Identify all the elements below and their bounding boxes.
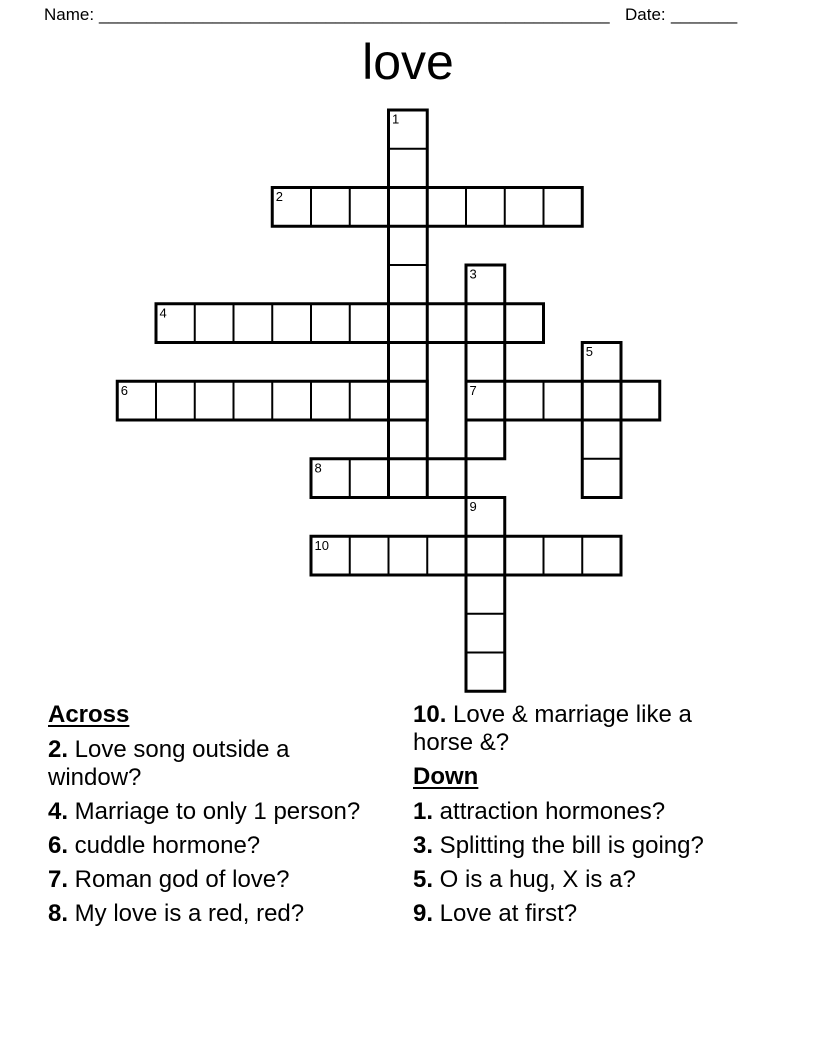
name-blank-line: ______________________________________________________ (99, 5, 610, 24)
word-3-down-cells (466, 265, 505, 459)
clue-2: 2. Love song outside a window? (48, 736, 290, 791)
grid-number-4: 4 (159, 305, 167, 321)
clue-number: 4. (48, 798, 69, 825)
clue-number: 9. (413, 900, 434, 927)
clue-number: 10. (413, 701, 447, 728)
date-blank-line: _______ (671, 5, 738, 24)
clue-number: 2. (48, 736, 69, 763)
clue-5: 5. O is a hug, X is a? (413, 866, 636, 893)
grid-number-9: 9 (469, 499, 477, 514)
grid-number-7: 7 (469, 382, 477, 398)
clue-10: 10. Love & marriage like a horse &? (413, 701, 692, 756)
grid-number-8: 8 (314, 460, 322, 476)
clue-column-left (48, 701, 378, 934)
clue-6: 6. cuddle hormone? (48, 832, 261, 859)
grid-number-6: 6 (120, 382, 128, 398)
clue-number: 3. (413, 832, 434, 859)
clue-8: 8. My love is a red, red? (48, 900, 305, 927)
down-heading: Down (413, 763, 479, 790)
grid-number-1: 1 (392, 111, 400, 127)
clue-number: 6. (48, 832, 69, 859)
grid-number-10: 10 (314, 537, 329, 553)
name-label: Name: (44, 5, 95, 24)
clue-1: 1. attraction hormones? (413, 798, 666, 825)
clue-7: 7. Roman god of love? (48, 866, 290, 893)
clue-number: 1. (413, 798, 434, 825)
page-title: love (362, 34, 454, 90)
grid-number-2: 2 (275, 189, 283, 204)
clue-4: 4. Marriage to only 1 person? (48, 798, 361, 825)
clue-3: 3. Splitting the bill is going? (413, 832, 704, 859)
clue-number: 5. (413, 866, 434, 893)
clue-9: 9. Love at first? (413, 900, 578, 927)
clue-number: 7. (48, 866, 69, 893)
clue-number: 8. (48, 900, 69, 927)
date-label: Date: (625, 5, 666, 24)
grid-number-3: 3 (469, 266, 477, 282)
clue-column-right (413, 701, 743, 934)
grid-number-5: 5 (585, 344, 593, 359)
across-heading: Across (48, 701, 130, 728)
word-9-down-cells (466, 498, 505, 692)
word-7-across-cells (466, 381, 660, 420)
